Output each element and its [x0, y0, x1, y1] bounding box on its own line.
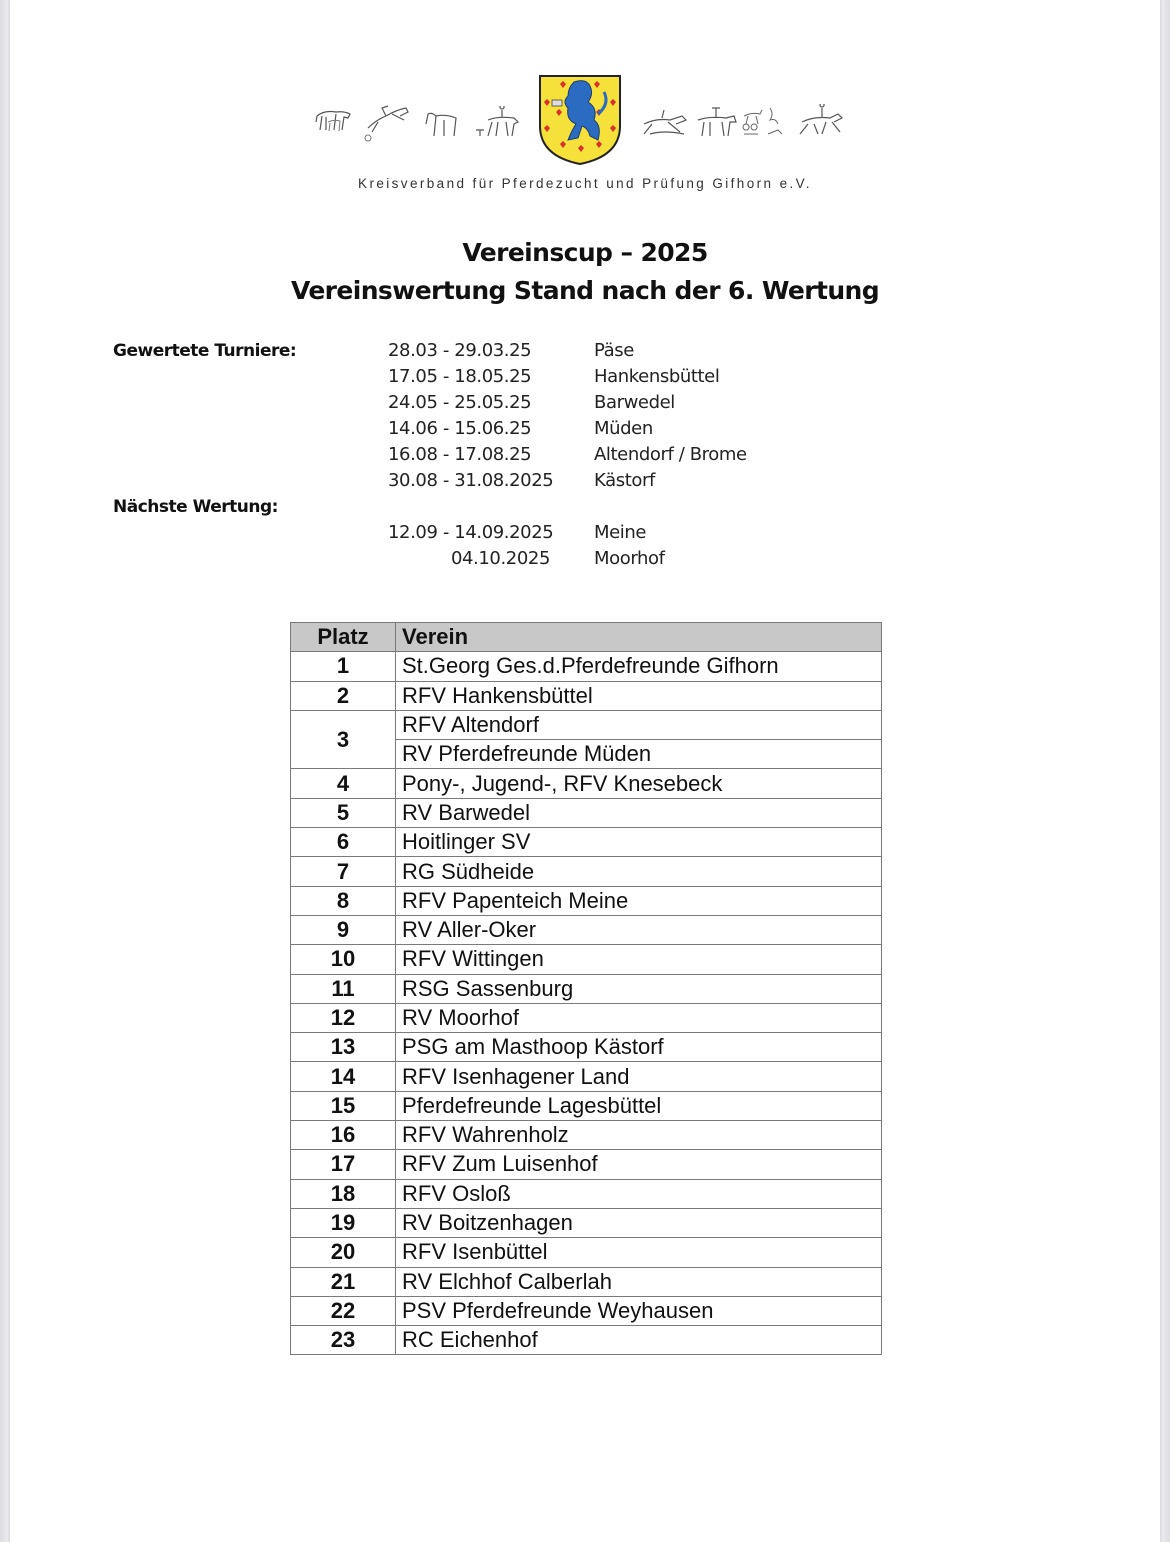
table-row — [291, 1003, 882, 1032]
rank-cell: 20 — [291, 1238, 396, 1267]
table-row — [291, 1062, 882, 1091]
organization-name: Kreisverband für Pferdezucht und Prüfung Gifhorn e.V. — [358, 176, 812, 191]
horse-mare-foal-icon — [314, 106, 354, 136]
club-cell: Hoitlinger SV — [396, 828, 882, 857]
club-cell: St.Georg Ges.d.Pferdefreunde Gifhorn — [396, 652, 882, 681]
event-place: Hankensbüttel — [594, 366, 720, 387]
event-date: 16.08 - 17.08.25 — [388, 444, 532, 465]
club-cell: RV Elchhof Calberlah — [396, 1267, 882, 1296]
event-date: 28.03 - 29.03.25 — [388, 340, 532, 361]
club-cell: RFV Osloß — [396, 1179, 882, 1208]
table-row — [291, 1326, 882, 1355]
table-row — [291, 798, 882, 827]
table-row — [291, 710, 882, 739]
event-date: 30.08 - 31.08.2025 — [388, 470, 554, 491]
rank-cell: 3 — [291, 710, 396, 769]
table-row — [291, 681, 882, 710]
club-cell: RV Moorhof — [396, 1003, 882, 1032]
ranking-table — [290, 622, 882, 1355]
lion-coat-of-arms-icon — [538, 74, 622, 166]
rank-cell: 6 — [291, 828, 396, 857]
club-cell: RSG Sassenburg — [396, 974, 882, 1003]
rank-cell: 5 — [291, 798, 396, 827]
rank-cell: 9 — [291, 915, 396, 944]
table-row — [291, 857, 882, 886]
club-cell: RV Pferdefreunde Müden — [396, 740, 882, 769]
western-rider-icon — [694, 104, 738, 140]
eventing-rider-icon — [640, 108, 690, 140]
rank-cell: 23 — [291, 1326, 396, 1355]
rank-cell: 19 — [291, 1208, 396, 1237]
column-header-platz: Platz — [291, 623, 396, 652]
next-events-label: Nächste Wertung: — [113, 497, 278, 517]
rank-cell: 15 — [291, 1091, 396, 1120]
table-header-row — [291, 623, 882, 652]
counted-events-label: Gewertete Turniere: — [113, 341, 297, 361]
club-cell: RFV Wittingen — [396, 945, 882, 974]
table-row — [291, 915, 882, 944]
event-date: 24.05 - 25.05.25 — [388, 392, 532, 413]
table-row — [291, 1179, 882, 1208]
rank-cell: 7 — [291, 857, 396, 886]
rank-cell: 11 — [291, 974, 396, 1003]
rank-cell: 13 — [291, 1033, 396, 1062]
club-cell: RFV Altendorf — [396, 710, 882, 739]
club-cell: PSG am Masthoop Kästorf — [396, 1033, 882, 1062]
table-row — [291, 1267, 882, 1296]
rank-cell: 22 — [291, 1296, 396, 1325]
table-row — [291, 974, 882, 1003]
table-row — [291, 1296, 882, 1325]
table-row — [291, 945, 882, 974]
page-edge-right — [1162, 0, 1170, 1542]
page-edge-left — [0, 0, 8, 1542]
table-row — [291, 1033, 882, 1062]
dressage-trot-icon — [796, 104, 846, 140]
event-date: 17.05 - 18.05.25 — [388, 366, 532, 387]
club-cell: RFV Isenbüttel — [396, 1238, 882, 1267]
event-place: Müden — [594, 418, 653, 439]
rank-cell: 18 — [291, 1179, 396, 1208]
table-row — [291, 1150, 882, 1179]
event-place: Barwedel — [594, 392, 675, 413]
club-cell: RV Boitzenhagen — [396, 1208, 882, 1237]
table-row — [291, 1091, 882, 1120]
table-row — [291, 1238, 882, 1267]
rank-cell: 4 — [291, 769, 396, 798]
rank-cell: 12 — [291, 1003, 396, 1032]
club-cell: PSV Pferdefreunde Weyhausen — [396, 1296, 882, 1325]
rank-cell: 16 — [291, 1121, 396, 1150]
rank-cell: 2 — [291, 681, 396, 710]
header-logo — [300, 74, 860, 166]
club-cell: RFV Isenhagener Land — [396, 1062, 882, 1091]
rank-cell: 1 — [291, 652, 396, 681]
table-row — [291, 1208, 882, 1237]
club-cell: RFV Wahrenholz — [396, 1121, 882, 1150]
vaulting-driving-icon — [740, 104, 788, 144]
next-event-date: 12.09 - 14.09.2025 — [388, 522, 554, 543]
event-place: Altendorf / Brome — [594, 444, 747, 465]
club-cell: RFV Zum Luisenhof — [396, 1150, 882, 1179]
rank-cell: 8 — [291, 886, 396, 915]
club-cell: RV Barwedel — [396, 798, 882, 827]
column-header-verein: Verein — [396, 623, 882, 652]
table-row — [291, 1121, 882, 1150]
table-row — [291, 652, 882, 681]
rank-cell: 14 — [291, 1062, 396, 1091]
dressage-rider-icon — [474, 106, 524, 140]
club-cell: Pony-, Jugend-, RFV Knesebeck — [396, 769, 882, 798]
club-cell: RG Südheide — [396, 857, 882, 886]
club-cell: RV Aller-Oker — [396, 915, 882, 944]
event-place: Päse — [594, 340, 634, 361]
rank-cell: 10 — [291, 945, 396, 974]
page-subtitle: Vereinswertung Stand nach der 6. Wertung — [290, 276, 880, 305]
next-event-place: Moorhof — [594, 548, 665, 569]
club-cell: Pferdefreunde Lagesbüttel — [396, 1091, 882, 1120]
club-cell: RFV Hankensbüttel — [396, 681, 882, 710]
rank-cell: 17 — [291, 1150, 396, 1179]
club-cell: RC Eichenhof — [396, 1326, 882, 1355]
rank-cell: 21 — [291, 1267, 396, 1296]
table-row — [291, 886, 882, 915]
table-row — [291, 769, 882, 798]
horse-head-icon — [424, 110, 460, 140]
club-cell: RFV Papenteich Meine — [396, 886, 882, 915]
next-event-date: 04.10.2025 — [450, 548, 550, 569]
next-event-place: Meine — [594, 522, 647, 543]
event-place: Kästorf — [594, 470, 655, 491]
table-row — [291, 828, 882, 857]
show-jumping-horse-icon — [362, 102, 412, 144]
page-title: Vereinscup – 2025 — [462, 238, 708, 267]
event-date: 14.06 - 15.06.25 — [388, 418, 532, 439]
